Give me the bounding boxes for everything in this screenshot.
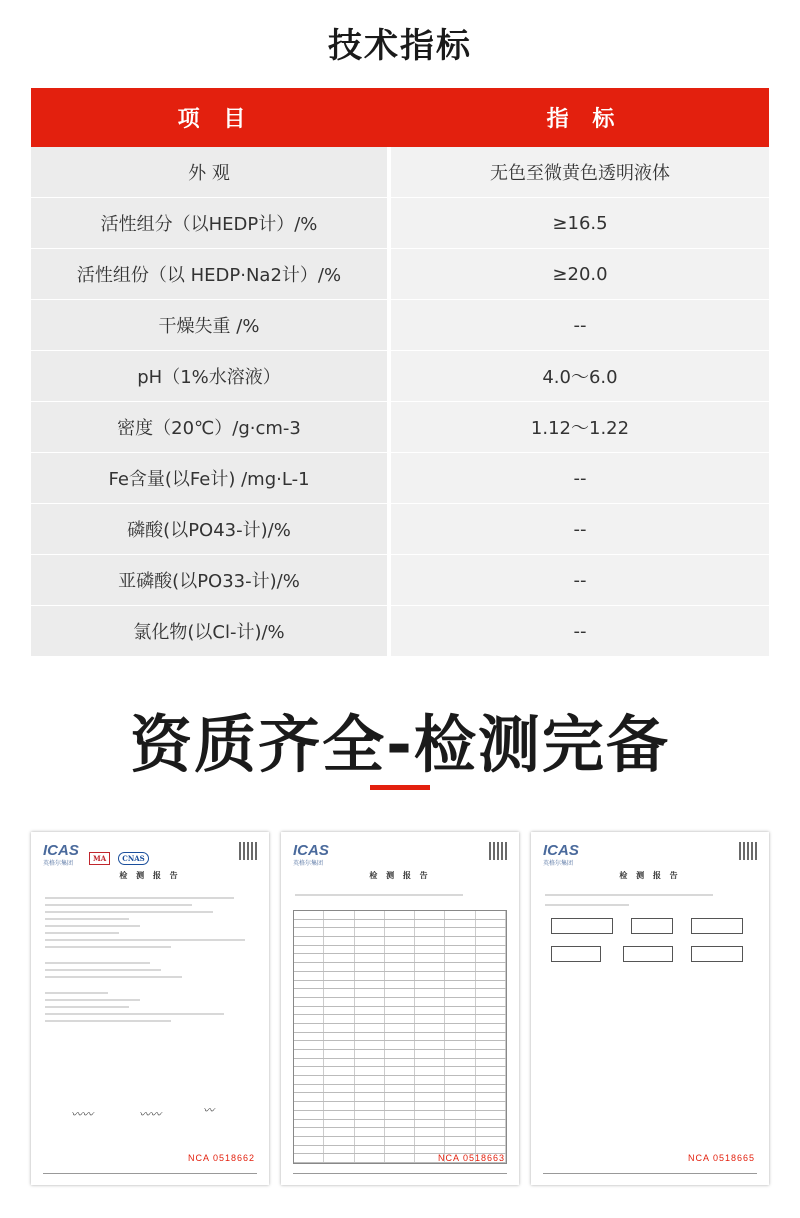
spec-table: [31, 88, 769, 657]
icas-logo: ICAS: [543, 842, 579, 859]
nca-number: NCA 0518665: [687, 1153, 755, 1163]
spec-row: [31, 555, 769, 606]
cnas-badge: CNAS: [118, 852, 148, 865]
signature-1: 〰〰: [71, 1108, 93, 1121]
title-underline: [370, 785, 430, 790]
qr-code-icon: [489, 842, 507, 860]
flow-box: [691, 946, 743, 962]
spec-item: 活性组份（以 HEDP·Na2计）/%: [31, 249, 387, 299]
spec-row: [31, 147, 769, 198]
cert-title: 检 测 报 告: [619, 870, 681, 880]
spec-value: --: [391, 453, 769, 503]
icas-logo-sub: 英格尔集团: [43, 860, 74, 867]
spec-value: 1.12～1.22: [391, 402, 769, 452]
icas-logo: ICAS: [293, 842, 329, 859]
spec-item: 外 观: [31, 147, 387, 197]
ma-badge: MA: [89, 852, 110, 865]
spec-item: 亚磷酸(以PO33-计)/%: [31, 555, 387, 605]
cert-text-lines: [45, 892, 255, 1027]
spec-item: 活性组分（以HEDP计）/%: [31, 198, 387, 248]
cert-title: 检 测 报 告: [369, 870, 431, 880]
spec-row: [31, 606, 769, 657]
accreditation-badges: [89, 846, 152, 865]
spec-row: [31, 351, 769, 402]
spec-item: pH（1%水溶液）: [31, 351, 387, 401]
certificate-image-1: [31, 832, 269, 1185]
spec-row: [31, 198, 769, 249]
header-item: 项 目: [177, 107, 254, 132]
nca-number: NCA 0518663: [437, 1153, 505, 1163]
nca-number: NCA 0518662: [187, 1153, 255, 1163]
spec-value: ≥16.5: [391, 198, 769, 248]
spec-item: 磷酸(以PO43-计)/%: [31, 504, 387, 554]
spec-value: 无色至微黄色透明液体: [391, 147, 769, 197]
spec-row: [31, 249, 769, 300]
spec-value: --: [391, 504, 769, 554]
certificate-image-3: [531, 832, 769, 1185]
icas-logo-sub: 英格尔集团: [543, 860, 574, 867]
spec-value: --: [391, 555, 769, 605]
spec-table-header: [31, 88, 769, 147]
spec-row: [31, 504, 769, 555]
flow-box: [551, 918, 613, 934]
spec-value: 4.0～6.0: [391, 351, 769, 401]
spec-title: 技术指标: [328, 26, 472, 66]
spec-value: --: [391, 606, 769, 656]
spec-item: 密度（20℃）/g·cm-3: [31, 402, 387, 452]
signature-2: 〰〰: [139, 1108, 161, 1121]
spec-value: --: [391, 300, 769, 350]
spec-item: Fe含量(以Fe计) /mg·L-1: [31, 453, 387, 503]
result-table: [293, 910, 507, 1164]
signature-3: 〰: [203, 1104, 214, 1117]
spec-item: 干燥失重 /%: [31, 300, 387, 350]
flow-box: [551, 946, 601, 962]
flow-box: [631, 918, 673, 934]
flow-box: [623, 946, 673, 962]
qr-code-icon: [239, 842, 257, 860]
spec-row: [31, 402, 769, 453]
icas-logo: ICAS: [43, 842, 79, 859]
spec-row: [31, 300, 769, 351]
cert-section-title: 资质齐全-检测完备: [130, 708, 670, 781]
cert-title: 检 测 报 告: [119, 870, 181, 880]
flow-box: [691, 918, 743, 934]
spec-value: ≥20.0: [391, 249, 769, 299]
qr-code-icon: [739, 842, 757, 860]
spec-item: 氯化物(以Cl-计)/%: [31, 606, 387, 656]
header-value: 指 标: [546, 107, 623, 132]
spec-row: [31, 453, 769, 504]
certificate-image-2: [281, 832, 519, 1185]
icas-logo-sub: 英格尔集团: [293, 860, 324, 867]
